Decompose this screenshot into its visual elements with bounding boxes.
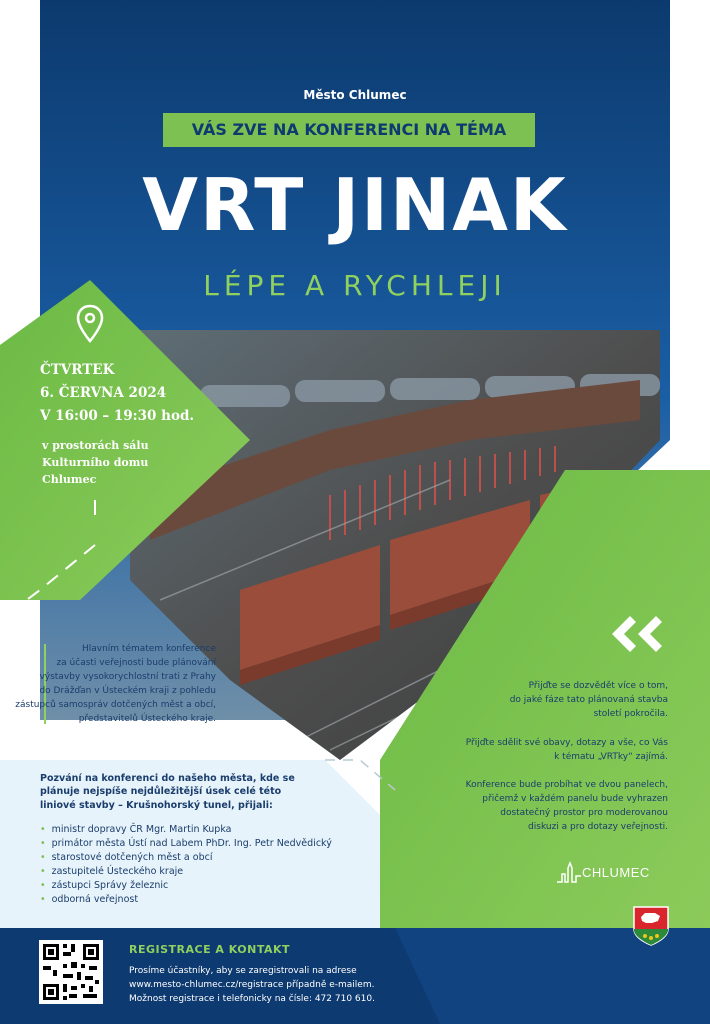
- right-text-line: dostatečný prostor pro moderovanou: [500, 808, 668, 818]
- right-text-line: diskuzi a pro dotazy veřejnosti.: [528, 822, 668, 832]
- conference-title: VRT JINAK: [142, 163, 568, 247]
- registration-line: Možnost registrace i telefonicky na čísle: 472 710 610.: [129, 994, 375, 1004]
- right-text-line: k tématu „VRTky“ zajímá.: [554, 752, 668, 762]
- right-text-line: Přijďte sdělit své obavy, dotazy a vše, co Vás: [465, 738, 668, 748]
- intro-accent-bar: [44, 644, 46, 724]
- intro-line: zástupců samospráv dotčených měst a obcí,: [15, 700, 216, 710]
- chlumec-logo: [556, 858, 676, 886]
- intro-line: představitelů Ústeckého kraje.: [78, 714, 216, 724]
- guest-item: • odborná veřejnost: [40, 894, 139, 905]
- guest-item: • starostové dotčených měst a obcí: [40, 852, 213, 863]
- intro-line: výstavby vysokorychlostní trati z Prahy: [39, 672, 216, 682]
- event-date: 6. ČERVNA 2024: [40, 385, 167, 401]
- guest-item: • zastupitelé Ústeckého kraje: [40, 866, 184, 877]
- intro-line: za účasti veřejnosti bude plánování: [56, 658, 216, 668]
- guest-item: • ministr dopravy ČR Mgr. Martin Kupka: [40, 824, 232, 835]
- guest-item: • primátor města Ústí nad Labem PhDr. Ing. Petr Nedvědický: [40, 838, 332, 849]
- town-skyline-icon: [556, 860, 582, 886]
- qr-code-icon[interactable]: [39, 940, 103, 1004]
- guest-item: • zástupci Správy železnic: [40, 880, 169, 891]
- right-text-line: století pokročila.: [593, 709, 668, 719]
- event-day: ČTVRTEK: [40, 362, 115, 378]
- intro-line: Hlavním tématem konference: [81, 644, 216, 654]
- coat-of-arms-icon: [632, 905, 670, 947]
- right-text-line: přičemž v každém panelu bude vyhrazen: [482, 794, 668, 804]
- registration-line: Prosíme účastníky, aby se zaregistrovali na adrese: [129, 966, 357, 976]
- location-pin-icon: [76, 304, 104, 344]
- event-venue-line: Chlumec: [42, 473, 97, 486]
- double-quote-icon: [606, 612, 666, 658]
- guests-intro-line: Pozvání na konferenci do našeho města, kde se: [40, 773, 295, 784]
- event-time: V 16:00 – 19:30 hod.: [40, 408, 195, 424]
- registration-title: REGISTRACE A KONTAKT: [129, 943, 291, 956]
- intro-line: do Drážďan v Ústeckém kraji z pohledu: [39, 686, 216, 696]
- event-venue-line: v prostorách sálu: [42, 439, 149, 452]
- city-name: Město Chlumec: [303, 88, 407, 102]
- event-venue-line: Kulturního domu: [42, 456, 149, 469]
- right-text-line: Konference bude probíhat ve dvou panelech,: [465, 780, 668, 790]
- registration-line[interactable]: www.mesto-chlumec.cz/registrace případně e-mailem.: [129, 980, 375, 990]
- right-text-line: Přijďte se dozvědět více o tom,: [528, 681, 668, 691]
- logo-text: CHLUMEC: [582, 865, 650, 880]
- conference-subtitle: LÉPE A RYCHLEJI: [203, 269, 507, 302]
- guests-intro-line: liniové stavby – Krušnohorský tunel, přijali:: [40, 800, 273, 811]
- right-text-line: do jaké fáze tato plánovaná stavba: [509, 695, 668, 705]
- invitation-banner: VÁS ZVE NA KONFERENCI NA TÉMA: [163, 113, 535, 147]
- guests-intro-line: plánuje nejspíše nejdůležitější úsek celé této: [40, 786, 282, 797]
